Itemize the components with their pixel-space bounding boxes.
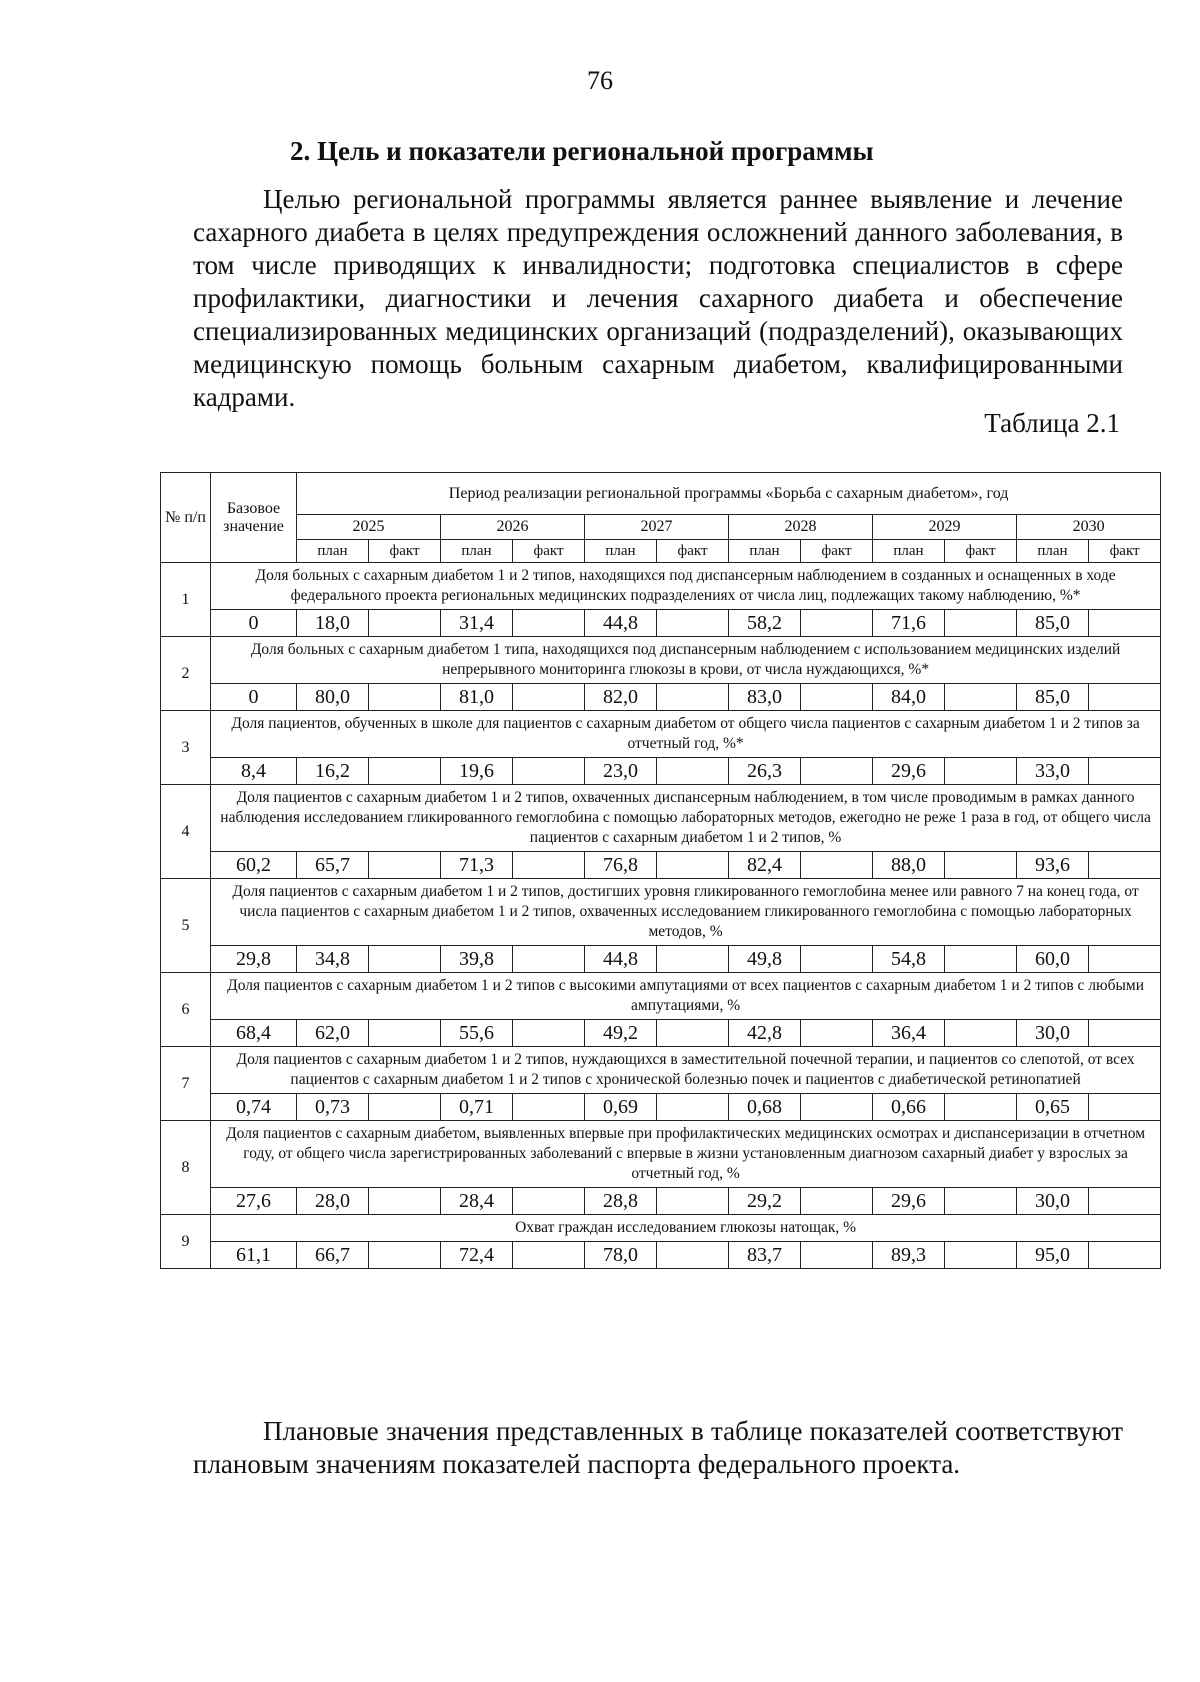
plan-value: 65,7 <box>297 852 369 879</box>
base-value: 0,74 <box>211 1094 297 1121</box>
row-number: 7 <box>161 1047 211 1121</box>
indicator-description: Доля пациентов с сахарным диабетом 1 и 2 типов, охваченных диспансерным наблюдением, в том числе проводимым в рамках данного наблюдения исследованием гликированного гемоглобина с помощью лабораторных методов, ежегодно не реже 1 раза в год, от общего числа пациентов с сахарным диабетом 1 и 2 типов, % <box>211 785 1161 852</box>
year-header: 2030 <box>1017 515 1161 540</box>
fact-header: факт <box>369 540 441 563</box>
base-value: 0 <box>211 684 297 711</box>
base-value: 60,2 <box>211 852 297 879</box>
fact-value <box>945 1020 1017 1047</box>
fact-header: факт <box>513 540 585 563</box>
fact-value <box>801 610 873 637</box>
fact-value <box>801 758 873 785</box>
fact-value <box>945 1188 1017 1215</box>
fact-value <box>369 1020 441 1047</box>
indicator-description: Доля пациентов с сахарным диабетом 1 и 2 типов, нуждающихся в заместительной почечной терапии, и пациентов со слепотой, от всех пациентов с сахарным диабетом 1 и 2 типов с хронической болезнью почек и пациентов с диабетической ретинопатией <box>211 1047 1161 1094</box>
plan-value: 66,7 <box>297 1242 369 1269</box>
indicator-description: Доля пациентов с сахарным диабетом 1 и 2 типов с высокими ампутациями от всех пациентов с сахарным диабетом 1 и 2 типов с любыми ампутациями, % <box>211 973 1161 1020</box>
plan-value: 19,6 <box>441 758 513 785</box>
plan-value: 0,73 <box>297 1094 369 1121</box>
page-number: 76 <box>587 66 613 95</box>
period-header: Период реализации региональной программы «Борьба с сахарным диабетом», год <box>297 473 1161 515</box>
fact-value <box>801 852 873 879</box>
base-value: 0 <box>211 610 297 637</box>
fact-value <box>945 852 1017 879</box>
fact-value <box>657 1242 729 1269</box>
fact-value <box>657 852 729 879</box>
plan-value: 89,3 <box>873 1242 945 1269</box>
indicator-description: Доля больных с сахарным диабетом 1 и 2 типов, находящихся под диспансерным наблюдением в созданных и оснащенных в ходе федерального проекта региональных медицинских подразделениях от числа лиц, подлежащих такому наблюдению, %* <box>211 563 1161 610</box>
fact-value <box>657 1094 729 1121</box>
indicators-table <box>160 472 1161 1269</box>
fact-value <box>945 946 1017 973</box>
plan-value: 30,0 <box>1017 1188 1089 1215</box>
plan-value: 34,8 <box>297 946 369 973</box>
fact-value <box>1089 946 1161 973</box>
fact-value <box>945 1094 1017 1121</box>
plan-value: 29,6 <box>873 758 945 785</box>
fact-value <box>1089 610 1161 637</box>
fact-value <box>513 946 585 973</box>
fact-value <box>801 1020 873 1047</box>
fact-value <box>657 1188 729 1215</box>
fact-value <box>513 1188 585 1215</box>
plan-header: план <box>585 540 657 563</box>
row-number: 1 <box>161 563 211 637</box>
fact-value <box>1089 1020 1161 1047</box>
plan-header: план <box>873 540 945 563</box>
plan-value: 31,4 <box>441 610 513 637</box>
plan-value: 23,0 <box>585 758 657 785</box>
plan-value: 49,8 <box>729 946 801 973</box>
plan-header: план <box>441 540 513 563</box>
row-number: 6 <box>161 973 211 1047</box>
year-header: 2027 <box>585 515 729 540</box>
plan-value: 36,4 <box>873 1020 945 1047</box>
year-header: 2025 <box>297 515 441 540</box>
plan-value: 82,4 <box>729 852 801 879</box>
fact-value <box>657 610 729 637</box>
plan-value: 76,8 <box>585 852 657 879</box>
closing-text: Плановые значения представленных в таблице показателей соответствуют плановым значениям показателей паспорта федерального проекта. <box>193 1416 1123 1479</box>
fact-value <box>513 1020 585 1047</box>
row-number: 8 <box>161 1121 211 1215</box>
plan-header: план <box>1017 540 1089 563</box>
plan-value: 28,4 <box>441 1188 513 1215</box>
fact-value <box>945 1242 1017 1269</box>
row-number: 3 <box>161 711 211 785</box>
plan-header: план <box>729 540 801 563</box>
plan-value: 29,2 <box>729 1188 801 1215</box>
plan-value: 55,6 <box>441 1020 513 1047</box>
plan-value: 26,3 <box>729 758 801 785</box>
plan-header: план <box>297 540 369 563</box>
row-number: 2 <box>161 637 211 711</box>
fact-value <box>369 684 441 711</box>
fact-value <box>945 610 1017 637</box>
indicator-description: Доля пациентов с сахарным диабетом 1 и 2 типов, достигших уровня гликированного гемоглобина менее или равного 7 на конец года, от числа пациентов с сахарным диабетом 1 и 2 типов, охваченных исследованием гликированного гемоглобина с помощью лабораторных методов, % <box>211 879 1161 946</box>
plan-value: 0,66 <box>873 1094 945 1121</box>
plan-value: 49,2 <box>585 1020 657 1047</box>
fact-value <box>513 684 585 711</box>
fact-value <box>1089 758 1161 785</box>
plan-value: 33,0 <box>1017 758 1089 785</box>
base-value: 8,4 <box>211 758 297 785</box>
row-number: 9 <box>161 1215 211 1269</box>
fact-value <box>657 1020 729 1047</box>
fact-value <box>513 758 585 785</box>
fact-value <box>945 684 1017 711</box>
base-value: 29,8 <box>211 946 297 973</box>
plan-value: 62,0 <box>297 1020 369 1047</box>
plan-value: 85,0 <box>1017 610 1089 637</box>
col-base-header: Базовое значение <box>211 473 297 563</box>
plan-value: 58,2 <box>729 610 801 637</box>
plan-value: 44,8 <box>585 610 657 637</box>
indicator-description: Доля пациентов, обученных в школе для пациентов с сахарным диабетом от общего числа пациентов с сахарным диабетом 1 и 2 типов за отчетный год, %* <box>211 711 1161 758</box>
plan-value: 29,6 <box>873 1188 945 1215</box>
fact-value <box>657 946 729 973</box>
intro-paragraph <box>193 183 1123 414</box>
section-title: 2. Цель и показатели региональной программы <box>290 136 874 166</box>
plan-value: 80,0 <box>297 684 369 711</box>
table-caption: Таблица 2.1 <box>984 408 1120 438</box>
fact-value <box>369 1094 441 1121</box>
fact-value <box>1089 1188 1161 1215</box>
plan-value: 93,6 <box>1017 852 1089 879</box>
base-value: 68,4 <box>211 1020 297 1047</box>
fact-value <box>1089 852 1161 879</box>
fact-value <box>369 610 441 637</box>
fact-value <box>1089 684 1161 711</box>
plan-value: 28,8 <box>585 1188 657 1215</box>
row-number: 4 <box>161 785 211 879</box>
plan-value: 18,0 <box>297 610 369 637</box>
plan-value: 30,0 <box>1017 1020 1089 1047</box>
plan-value: 82,0 <box>585 684 657 711</box>
fact-value <box>801 684 873 711</box>
fact-value <box>801 946 873 973</box>
plan-value: 83,7 <box>729 1242 801 1269</box>
fact-header: факт <box>657 540 729 563</box>
plan-value: 0,68 <box>729 1094 801 1121</box>
base-value: 61,1 <box>211 1242 297 1269</box>
fact-value <box>1089 1094 1161 1121</box>
plan-value: 85,0 <box>1017 684 1089 711</box>
plan-value: 84,0 <box>873 684 945 711</box>
indicator-description: Охват граждан исследованием глюкозы натощак, % <box>211 1215 1161 1242</box>
plan-value: 16,2 <box>297 758 369 785</box>
fact-value <box>801 1242 873 1269</box>
fact-header: факт <box>801 540 873 563</box>
year-header: 2028 <box>729 515 873 540</box>
plan-value: 81,0 <box>441 684 513 711</box>
plan-value: 0,69 <box>585 1094 657 1121</box>
row-number: 5 <box>161 879 211 973</box>
plan-value: 71,3 <box>441 852 513 879</box>
fact-value <box>801 1188 873 1215</box>
fact-value <box>369 946 441 973</box>
fact-value <box>801 1094 873 1121</box>
fact-value <box>369 1188 441 1215</box>
fact-value <box>369 758 441 785</box>
closing-paragraph <box>193 1415 1123 1481</box>
plan-value: 44,8 <box>585 946 657 973</box>
plan-value: 0,71 <box>441 1094 513 1121</box>
plan-value: 83,0 <box>729 684 801 711</box>
fact-value <box>513 1094 585 1121</box>
plan-value: 54,8 <box>873 946 945 973</box>
fact-value <box>657 684 729 711</box>
fact-value <box>1089 1242 1161 1269</box>
indicator-description: Доля больных с сахарным диабетом 1 типа, находящихся под диспансерным наблюдением с использованием медицинских изделий непрерывного мониторинга глюкозы в крови, от числа нуждающихся, %* <box>211 637 1161 684</box>
base-value: 27,6 <box>211 1188 297 1215</box>
fact-value <box>657 758 729 785</box>
plan-value: 39,8 <box>441 946 513 973</box>
plan-value: 95,0 <box>1017 1242 1089 1269</box>
year-header: 2029 <box>873 515 1017 540</box>
fact-header: факт <box>945 540 1017 563</box>
plan-value: 71,6 <box>873 610 945 637</box>
fact-value <box>513 1242 585 1269</box>
plan-value: 72,4 <box>441 1242 513 1269</box>
fact-value <box>369 1242 441 1269</box>
plan-value: 88,0 <box>873 852 945 879</box>
fact-value <box>945 758 1017 785</box>
fact-header: факт <box>1089 540 1161 563</box>
plan-value: 42,8 <box>729 1020 801 1047</box>
plan-value: 60,0 <box>1017 946 1089 973</box>
intro-text: Целью региональной программы является раннее выявление и лечение сахарного диабета в целях предупреждения осложнений данного заболевания, в том числе приводящих к инвалидности; подготовка специалистов в сфере профилактики, диагностики и лечения сахарного диабета и обеспечение специализированных медицинских организаций (подразделений), оказывающих медицинскую помощь больным сахарным диабетом, квалифицированными кадрами. <box>193 184 1123 412</box>
col-num-header: № п/п <box>161 473 211 563</box>
plan-value: 28,0 <box>297 1188 369 1215</box>
year-header: 2026 <box>441 515 585 540</box>
fact-value <box>513 610 585 637</box>
fact-value <box>369 852 441 879</box>
plan-value: 78,0 <box>585 1242 657 1269</box>
indicator-description: Доля пациентов с сахарным диабетом, выявленных впервые при профилактических медицинских осмотрах и диспансеризации в отчетном году, от общего числа зарегистрированных заболеваний с впервые в жизни установленным диагнозом сахарный диабет у взрослых за отчетный год, % <box>211 1121 1161 1188</box>
fact-value <box>513 852 585 879</box>
plan-value: 0,65 <box>1017 1094 1089 1121</box>
